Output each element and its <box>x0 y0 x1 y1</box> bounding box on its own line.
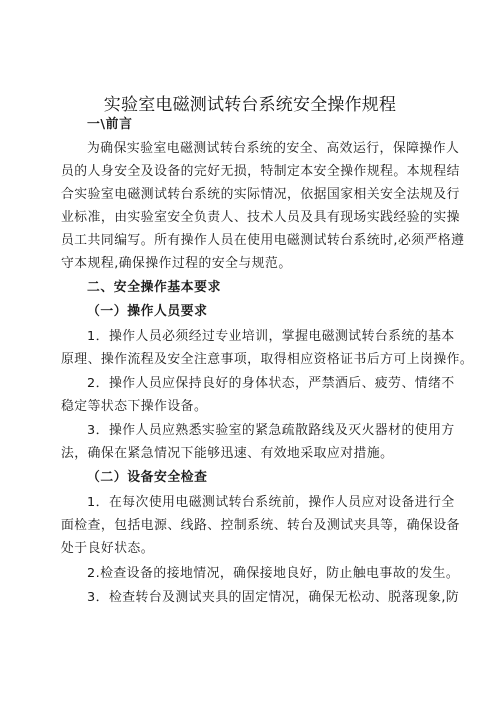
paragraph-line: 员的人身安全及设备的完好无损，特制定本安全操作规程。本规程结 <box>61 164 460 179</box>
list-item-line: 处于良好状态。 <box>61 541 155 556</box>
list-item-line: 3．检查转台及测试夹具的固定情况，确保无松动、脱落现象,防 <box>87 590 460 605</box>
paragraph-line: 员工共同编写。所有操作人员在使用电磁测试转台系统时,必须严格遵 <box>61 233 465 248</box>
list-item-line: 稳定等状态下操作设备。 <box>61 399 208 414</box>
list-item-line: 1．操作人员必须经过专业培训，掌握电磁测试转台系统的基本 <box>87 329 455 344</box>
list-item-line: 2．操作人员应保持良好的身体状态，严禁酒后、疲劳、情绪不 <box>87 376 455 391</box>
paragraph-line: 守本规程,确保操作过程的安全与规范。 <box>61 256 292 271</box>
section-heading-requirements: 二、安全操作基本要求 <box>87 280 221 295</box>
list-item-line: 2.检查设备的接地情况，确保接地良好，防止触电事故的发生。 <box>87 566 460 581</box>
list-item-line: 面检查，包括电源、线路、控制系统、转台及测试夹具等，确保设备 <box>61 518 460 533</box>
list-item-line: 1．在每次使用电磁测试转台系统前，操作人员应对设备进行全 <box>87 495 455 510</box>
list-item-line: 原理、操作流程及安全注意事项，取得相应资格证书后方可上岗操作。 <box>61 352 474 367</box>
subsection-heading-equipment: （二）设备安全检查 <box>87 470 208 485</box>
subsection-heading-personnel: （一）操作人员要求 <box>87 304 208 319</box>
document-title: 实验室电磁测试转台系统安全操作规程 <box>103 95 397 115</box>
list-item-line: 3．操作人员应熟悉实验室的紧急疏散路线及灭火器材的使用方 <box>87 423 455 438</box>
paragraph-line: 为确保实验室电磁测试转台系统的安全、高效运行，保障操作人 <box>87 141 460 156</box>
list-item-line: 法，确保在紧急情况下能够迅速、有效地采取应对措施。 <box>61 446 394 461</box>
paragraph-line: 合实验室电磁测试转台系统的实际情况，依据国家相关安全法规及行 <box>61 187 460 202</box>
section-heading-preface: 一\前言 <box>87 117 133 132</box>
paragraph-line: 业标准，由实验室安全负责人、技术人员及具有现场实践经验的实操 <box>61 210 460 225</box>
